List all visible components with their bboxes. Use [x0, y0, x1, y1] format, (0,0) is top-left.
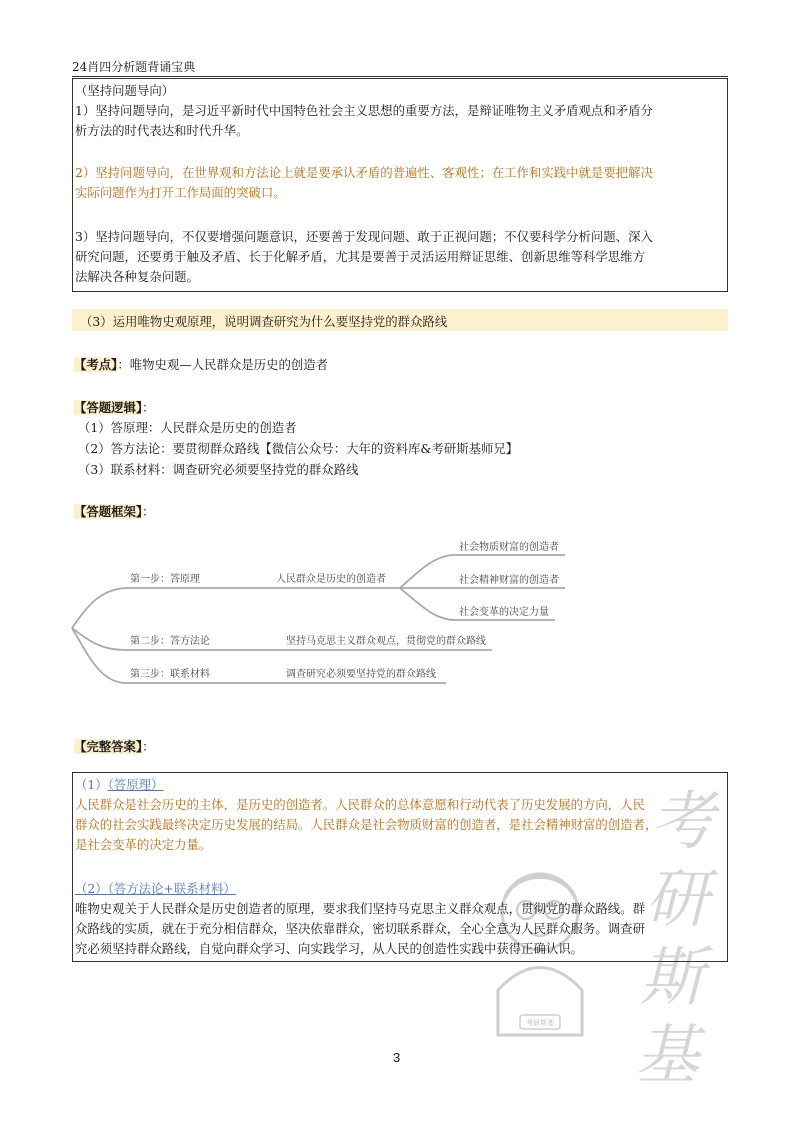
answer-p2-line2: 众路线的实质，就在于充分相信群众，坚决依靠群众，密切联系群众，全心全意为人民群众服务。调查研: [75, 921, 645, 936]
framework-colon: ：: [142, 504, 155, 519]
logic-colon: ：: [142, 400, 155, 415]
mm-leaf1: 社会物质财富的创造者: [459, 542, 559, 553]
page-number: 3: [393, 1050, 401, 1065]
logic-item-2: （2）答方法论：要贯彻群众路线【微信公众号：大年的资料库&考研斯基师兄】: [78, 441, 519, 456]
answer-label: 【完整答案】: [74, 739, 143, 754]
logic-item-3: （3）联系材料：调查研究必须要坚持党的群众路线: [78, 462, 359, 477]
answer-heading: [74, 737, 155, 755]
question-text: （3）运用唯物史观原理，说明调查研究为什么要坚持党的群众路线: [80, 314, 448, 329]
mm-step3-label: 第三步：联系材料: [130, 669, 210, 680]
answer-p2-line3: 究必须坚持群众路线，自觉向群众学习、向实践学习，从人民的创造性实践中获得正确认识。: [75, 941, 584, 956]
framework-heading: [74, 502, 155, 520]
answer-h1-text: （答原理）: [107, 777, 164, 792]
question-band: [72, 309, 728, 331]
answer-h1: [75, 775, 163, 795]
box1-p1-line1: 1）坚持问题导向，是习近平新时代中国特色社会主义思想的重要方法，是辩证唯物主义矛盾观点和矛盾分: [75, 103, 653, 118]
answer-p1-line2: 群众的社会实践最终决定历史发展的结局。人民群众是社会物质财富的创造者，是社会精神财富的创造者，: [75, 817, 658, 832]
page-header: 24肖四分析题背诵宝典: [72, 60, 196, 74]
problem-orientation-box: [72, 78, 728, 292]
answer-colon: ：: [142, 739, 155, 754]
mascot-badge-text: 考研斯基: [526, 1019, 554, 1027]
mm-step2-main: 坚持马克思主义群众观点，贯彻党的群众路线: [286, 636, 486, 647]
answer-h1-num: （1）: [75, 777, 108, 792]
kaodian-text: ：唯物史观—人民群众是历史的创造者: [117, 357, 329, 372]
box1-p3-line2: 研究问题，还要勇于触及矛盾、长于化解矛盾，尤其是要善于灵活运用辩证思维、创新思维等科学思维方: [75, 249, 645, 264]
box1-p2-line1: 2）坚持问题导向，在世界观和方法论上就是要承认矛盾的普遍性、客观性；在工作和实践中就是要把解决: [75, 165, 653, 180]
kaodian-label: 【考点】: [74, 357, 118, 372]
answer-p1-line3: 是社会变革的决定力量。: [75, 837, 212, 852]
watermark-char-1: 考: [650, 785, 714, 859]
logic-heading: [74, 398, 155, 416]
logic-label: 【答题逻辑】: [74, 400, 143, 415]
watermark-char-2: 研: [645, 863, 709, 937]
answer-p1-line1: 人民群众是社会历史的主体，是历史的创造者。人民群众的总体意愿和行动代表了历史发展的方向，人民: [75, 797, 645, 812]
full-answer-box: [72, 772, 728, 962]
answer-h2: （2）（答方法论+联系材料）: [75, 881, 236, 896]
mm-step2-label: 第二步：答方法论: [130, 636, 210, 647]
mm-step1-label: 第一步：答原理: [130, 574, 200, 585]
box1-heading: （坚持问题导向）: [75, 83, 175, 98]
box1-p3-line1: 3）坚持问题导向，不仅要增强问题意识，还要善于发现问题、敢于正视问题；不仅要科学分析问题、深入: [75, 229, 653, 244]
watermark-char-4: 基: [635, 1019, 699, 1093]
mm-leaf2: 社会精神财富的创造者: [459, 575, 559, 586]
header-rule: [72, 76, 728, 77]
answer-p2-line1: 唯物史观关于人民群众是历史创造者的原理，要求我们坚持马克思主义群众观点，贯彻党的群众路线。群: [75, 901, 645, 916]
box1-p2-line2: 实际问题作为打开工作局面的突破口。: [75, 185, 286, 200]
kaodian-line: [74, 355, 328, 373]
box1-p1-line2: 析方法的时代表达和时代升华。: [75, 123, 249, 138]
mm-leaf3: 社会变革的决定力量: [459, 607, 549, 618]
mm-step1-main: 人民群众是历史的创造者: [276, 574, 386, 585]
framework-label: 【答题框架】: [74, 504, 143, 519]
watermark-char-3: 斯: [640, 941, 704, 1015]
branch-step1: [72, 588, 222, 628]
mm-step3-main: 调查研究必须要坚持党的群众路线: [286, 669, 436, 680]
answer-framework-mindmap: [0, 530, 800, 695]
logic-item-1: （1）答原理：人民群众是历史的创造者: [78, 420, 297, 435]
box1-p3-line3: 法解决各种复杂问题。: [75, 269, 199, 284]
